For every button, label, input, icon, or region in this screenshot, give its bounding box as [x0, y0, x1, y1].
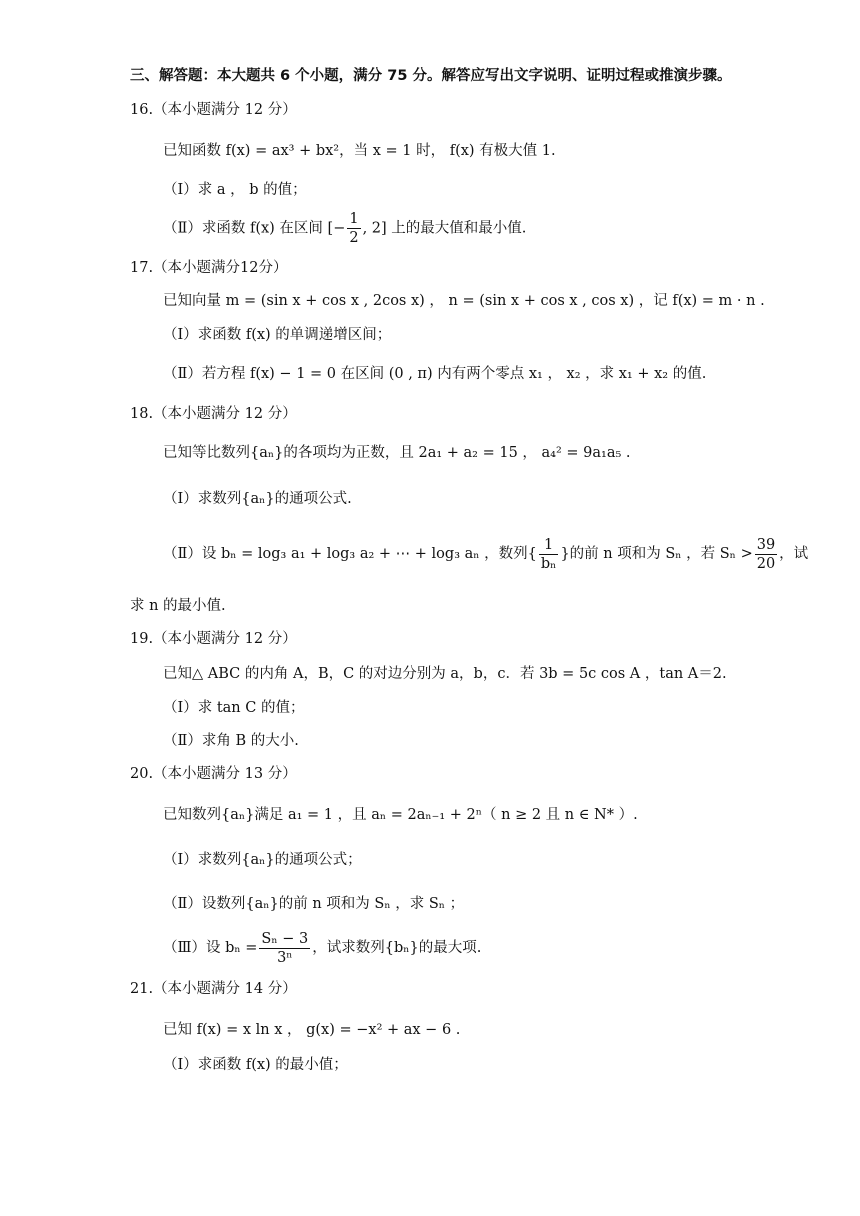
- question-17-part-2: （Ⅱ）若方程 f(x) − 1 = 0 在区间 (0 , π) 内有两个零点 x₁ ， x₂ ，求 x₁ + x₂ 的值.: [163, 366, 707, 382]
- fraction-numerator: Sₙ − 3: [261, 930, 309, 947]
- question-19-part-1: （Ⅰ）求 tan C 的值；: [163, 700, 305, 716]
- fraction: [755, 536, 777, 573]
- question-20-part-3: [163, 928, 481, 968]
- question-16-part-1: （Ⅰ）求 a ， b 的值；: [163, 182, 307, 198]
- fraction: [347, 210, 360, 247]
- part-text: （Ⅱ）求函数 f(x) 在区间 [−: [163, 220, 346, 237]
- fraction-numerator: 1: [539, 536, 559, 555]
- fraction-denominator: 2: [349, 230, 359, 246]
- question-20-header: 20.（本小题满分 13 分）: [130, 766, 297, 782]
- fraction-numerator: 1: [349, 211, 359, 227]
- question-19-stem: 已知△ ABC 的内角 A，B，C 的对边分别为 a，b，c．若 3b = 5c cos A ，tan A＝2.: [163, 666, 727, 682]
- question-18-header: 18.（本小题满分 12 分）: [130, 406, 297, 422]
- question-20-part-2: （Ⅱ）设数列{aₙ}的前 n 项和为 Sₙ ，求 Sₙ ；: [163, 896, 465, 912]
- fraction-numerator: 39: [756, 536, 776, 553]
- question-21-part-1: （Ⅰ）求函数 f(x) 的最小值；: [163, 1057, 348, 1073]
- question-18-stem: 已知等比数列{aₙ}的各项均为正数，且 2a₁ + a₂ = 15 ， a₄² = 9a₁a₅ .: [163, 445, 631, 461]
- fraction: [539, 536, 559, 573]
- question-20-stem: 已知数列{aₙ}满足 a₁ = 1 ，且 aₙ = 2aₙ₋₁ + 2ⁿ（ n ≥ 2 且 n ∈ N* ）.: [163, 807, 638, 823]
- fraction-denominator: bₙ: [540, 555, 557, 572]
- question-21-header: 21.（本小题满分 14 分）: [130, 981, 297, 997]
- part-text: }的前 n 项和为 Sₙ ，若 Sₙ >: [560, 546, 753, 562]
- question-19-header: 19.（本小题满分 12 分）: [130, 631, 297, 647]
- fraction-denominator: 20: [756, 555, 776, 572]
- question-20-part-1: （Ⅰ）求数列{aₙ}的通项公式；: [163, 852, 362, 868]
- fraction: [259, 930, 310, 967]
- question-16-header: 16.（本小题满分 12 分）: [130, 102, 297, 118]
- question-17-header: 17.（本小题满分12分）: [130, 260, 288, 276]
- fraction-denominator: 3ⁿ: [277, 949, 293, 966]
- question-16-stem: 已知函数 f(x) = ax³ + bx²，当 x = 1 时， f(x) 有极大值 1.: [163, 143, 556, 159]
- question-17-part-1: （Ⅰ）求函数 f(x) 的单调递增区间；: [163, 327, 392, 343]
- part-text: ，试: [779, 546, 809, 562]
- part-text: , 2] 上的最大值和最小值.: [362, 220, 527, 237]
- part-text: （Ⅱ）设 bₙ = log₃ a₁ + log₃ a₂ + ⋯ + log₃ aₙ ，数列{: [163, 546, 537, 562]
- part-text: （Ⅲ）设 bₙ =: [163, 940, 258, 956]
- question-21-stem: 已知 f(x) = x ln x ， g(x) = −x² + ax − 6 .: [163, 1022, 461, 1038]
- question-19-part-2: （Ⅱ）求角 B 的大小.: [163, 733, 299, 749]
- question-18-part-2: [163, 534, 808, 574]
- part-text: ，试求数列{bₙ}的最大项.: [312, 940, 482, 956]
- section-heading: 三、解答题：本大题共 6 个小题，满分 75 分。解答应写出文字说明、证明过程或推演步骤。: [130, 68, 732, 84]
- question-16-part-2: [163, 210, 526, 247]
- question-17-stem: 已知向量 m = (sin x + cos x , 2cos x) ， n = (sin x + cos x , cos x) ，记 f(x) = m · n .: [163, 293, 765, 309]
- question-18-part-1: （Ⅰ）求数列{aₙ}的通项公式.: [163, 491, 352, 507]
- question-18-part-2-continued: 求 n 的最小值.: [130, 598, 226, 614]
